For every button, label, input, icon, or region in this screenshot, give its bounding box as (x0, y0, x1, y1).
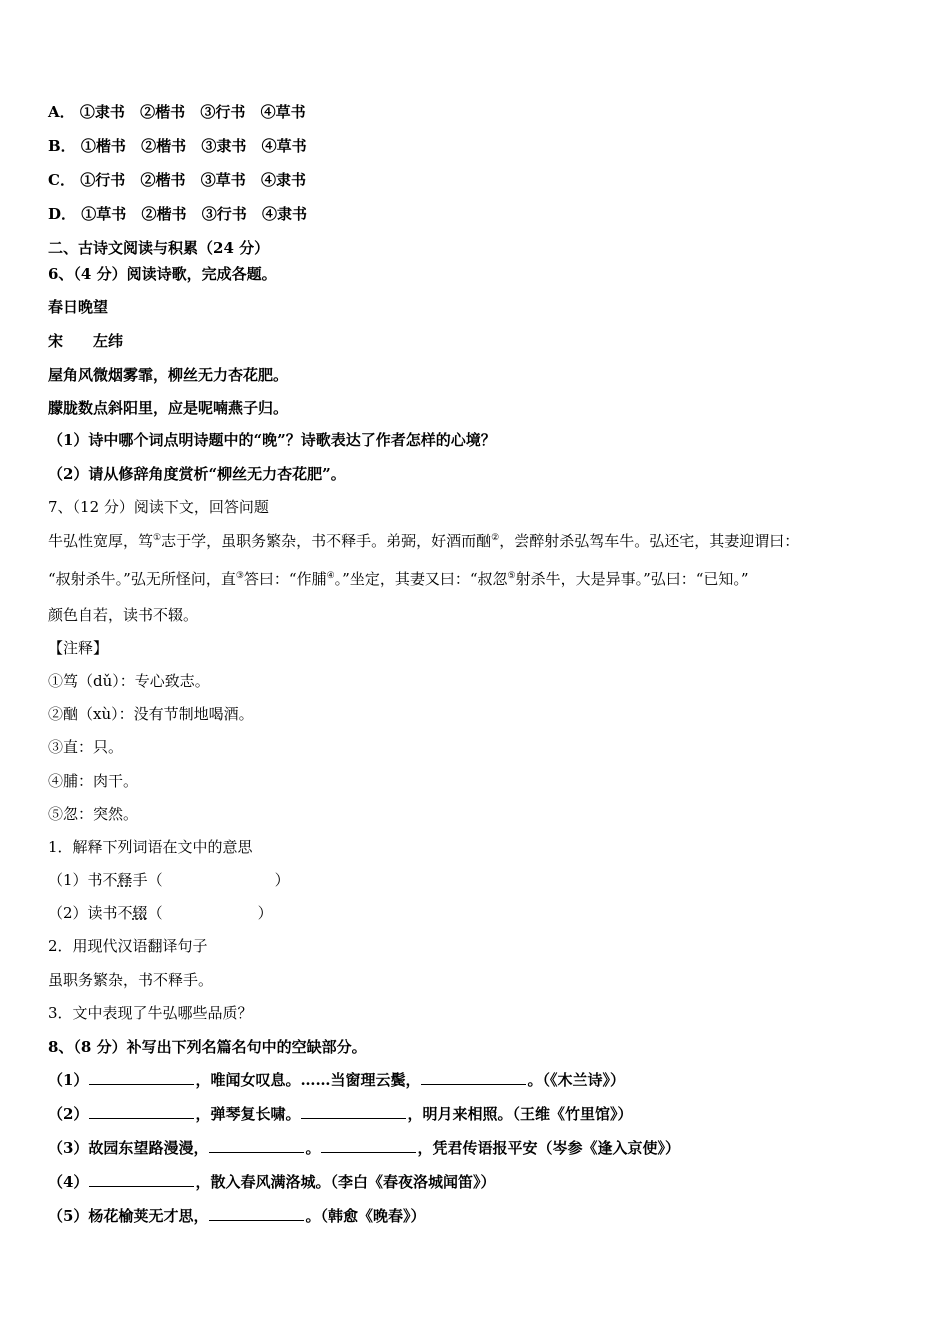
sub-question-2: 2．用现代汉语翻译句子 (48, 937, 208, 955)
row-text: ，唯闻女叹息。……当窗理云鬓， (195, 1071, 421, 1089)
fill-row-1 (48, 1070, 625, 1090)
passage-text: 射杀牛，大是异事。”弘曰：“已知。” (515, 570, 749, 588)
note-ref: ⑤ (507, 571, 516, 581)
note-ref: ④ (326, 571, 335, 581)
option-item: ②楷书 (140, 171, 186, 189)
poem-author: 宋 左纬 (48, 332, 124, 350)
option-item: ①行书 (80, 171, 126, 189)
sub-question-2-sentence: 虽职务繁杂，书不释手。 (48, 971, 214, 989)
blank-line[interactable] (209, 1206, 304, 1221)
note-3: ③直：只。 (48, 738, 124, 756)
fill-row-4 (48, 1172, 495, 1192)
row-number: （5）杨花榆荚无才思， (48, 1207, 209, 1225)
option-b (48, 136, 307, 156)
key-word: 辍 (132, 904, 148, 922)
row-text: 。 (305, 1139, 321, 1157)
question-7-title: 7、（12 分）阅读下文，回答问题 (48, 498, 269, 516)
passage-text: 志于学，虽职务繁杂，书不释手。弟弼，好酒而酗 (161, 532, 492, 550)
option-item: ③行书 (200, 103, 246, 121)
sub-question-1b (48, 903, 273, 923)
option-item: ④隶书 (262, 205, 308, 223)
passage-text: ，尝醉射杀弘驾车牛。弘还宅，其妻迎谓曰： (499, 532, 800, 550)
poem-title: 春日晚望 (48, 298, 109, 316)
passage-text: 牛弘性宽厚，笃 (48, 532, 154, 550)
option-d (48, 204, 307, 224)
blank-line[interactable] (301, 1104, 406, 1119)
option-item: ②楷书 (141, 205, 187, 223)
note-ref: ② (491, 533, 500, 543)
option-item: ④隶书 (260, 171, 306, 189)
option-item: ③隶书 (201, 137, 247, 155)
fill-row-5 (48, 1206, 425, 1226)
row-text: ，凭君传语报平安（岑参《逢入京使》） (417, 1139, 680, 1157)
note-ref: ③ (235, 571, 244, 581)
passage-text: 答曰：“作脯 (243, 570, 327, 588)
option-item: ①隶书 (79, 103, 125, 121)
option-letter: A． (48, 103, 75, 121)
poem-line-2: 朦胧数点斜阳里，应是呢喃燕子归。 (48, 399, 289, 417)
sub-question-1a (48, 870, 290, 890)
sub-label: （1）书不 (48, 871, 118, 889)
option-letter: B． (48, 137, 76, 155)
sub-label: （ (147, 904, 163, 922)
option-item: ①楷书 (80, 137, 126, 155)
row-number: （2） (48, 1105, 89, 1123)
blank-line[interactable] (421, 1070, 526, 1085)
blank-line[interactable] (89, 1172, 194, 1187)
poem-line-1: 屋角风微烟雾霏，柳丝无力杏花肥。 (48, 366, 289, 384)
option-c (48, 170, 306, 190)
notes-heading: 【注释】 (48, 639, 109, 657)
option-item: ③行书 (201, 205, 247, 223)
sub-label: （2）读书不 (48, 904, 133, 922)
option-item: ①草书 (81, 205, 127, 223)
option-letter: D． (48, 205, 77, 223)
row-text: ，明月来相照。（王维《竹里馆》） (407, 1105, 633, 1123)
passage-text: 。”坐定，其妻又曰：“叔忽 (334, 570, 508, 588)
question-6-sub-2: （2）请从修辞角度赏析“柳丝无力杏花肥”。 (48, 465, 346, 483)
option-a (48, 102, 306, 122)
row-text: 。（《木兰诗》） (527, 1071, 625, 1089)
passage-text: “叔射杀牛。”弘无所怪问，直 (48, 570, 236, 588)
close-paren: ） (257, 904, 273, 922)
option-item: ②楷书 (141, 137, 187, 155)
row-number: （3）故园东望路漫漫， (48, 1139, 209, 1157)
blank-line[interactable] (321, 1138, 416, 1153)
note-ref: ① (153, 533, 162, 543)
row-text: ，弹琴复长啸。 (195, 1105, 301, 1123)
option-item: ④草书 (261, 137, 307, 155)
key-word: 释 (117, 871, 133, 889)
question-6-sub-1: （1）诗中哪个词点明诗题中的“晚”？诗歌表达了作者怎样的心境？ (48, 431, 496, 449)
note-5: ⑤忽：突然。 (48, 805, 139, 823)
fill-row-3 (48, 1138, 680, 1158)
blank-line[interactable] (89, 1070, 194, 1085)
question-8-title: 8、（8 分）补写出下列名篇名句中的空缺部分。 (48, 1038, 367, 1056)
sub-question-1: 1．解释下列词语在文中的意思 (48, 838, 253, 856)
passage-line-3: 颜色自若，读书不辍。 (48, 606, 199, 624)
fill-row-2 (48, 1104, 632, 1124)
passage-line-2 (48, 569, 749, 589)
blank-line[interactable] (89, 1104, 194, 1119)
sub-label: 手（ (132, 871, 163, 889)
note-4: ④脯：肉干。 (48, 772, 139, 790)
close-paren: ） (274, 871, 290, 889)
option-item: ④草书 (260, 103, 306, 121)
note-1: ①笃（dǔ）：专心致志。 (48, 672, 210, 690)
option-item: ③草书 (200, 171, 246, 189)
passage-line-1 (48, 531, 799, 551)
note-2: ②酗（xù）：没有节制地喝酒。 (48, 705, 254, 723)
row-number: （1） (48, 1071, 89, 1089)
section-heading: 二、古诗文阅读与积累（24 分） (48, 239, 270, 257)
blank-line[interactable] (209, 1138, 304, 1153)
question-6-title: 6、（4 分）阅读诗歌，完成各题。 (48, 265, 277, 283)
option-letter: C． (48, 171, 75, 189)
row-number: （4） (48, 1173, 89, 1191)
row-text: ，散入春风满洛城。（李白《春夜洛城闻笛》） (195, 1173, 496, 1191)
row-text: 。（韩愈《晚春》） (305, 1207, 426, 1225)
sub-question-3: 3．文中表现了牛弘哪些品质？ (48, 1004, 253, 1022)
option-item: ②楷书 (140, 103, 186, 121)
